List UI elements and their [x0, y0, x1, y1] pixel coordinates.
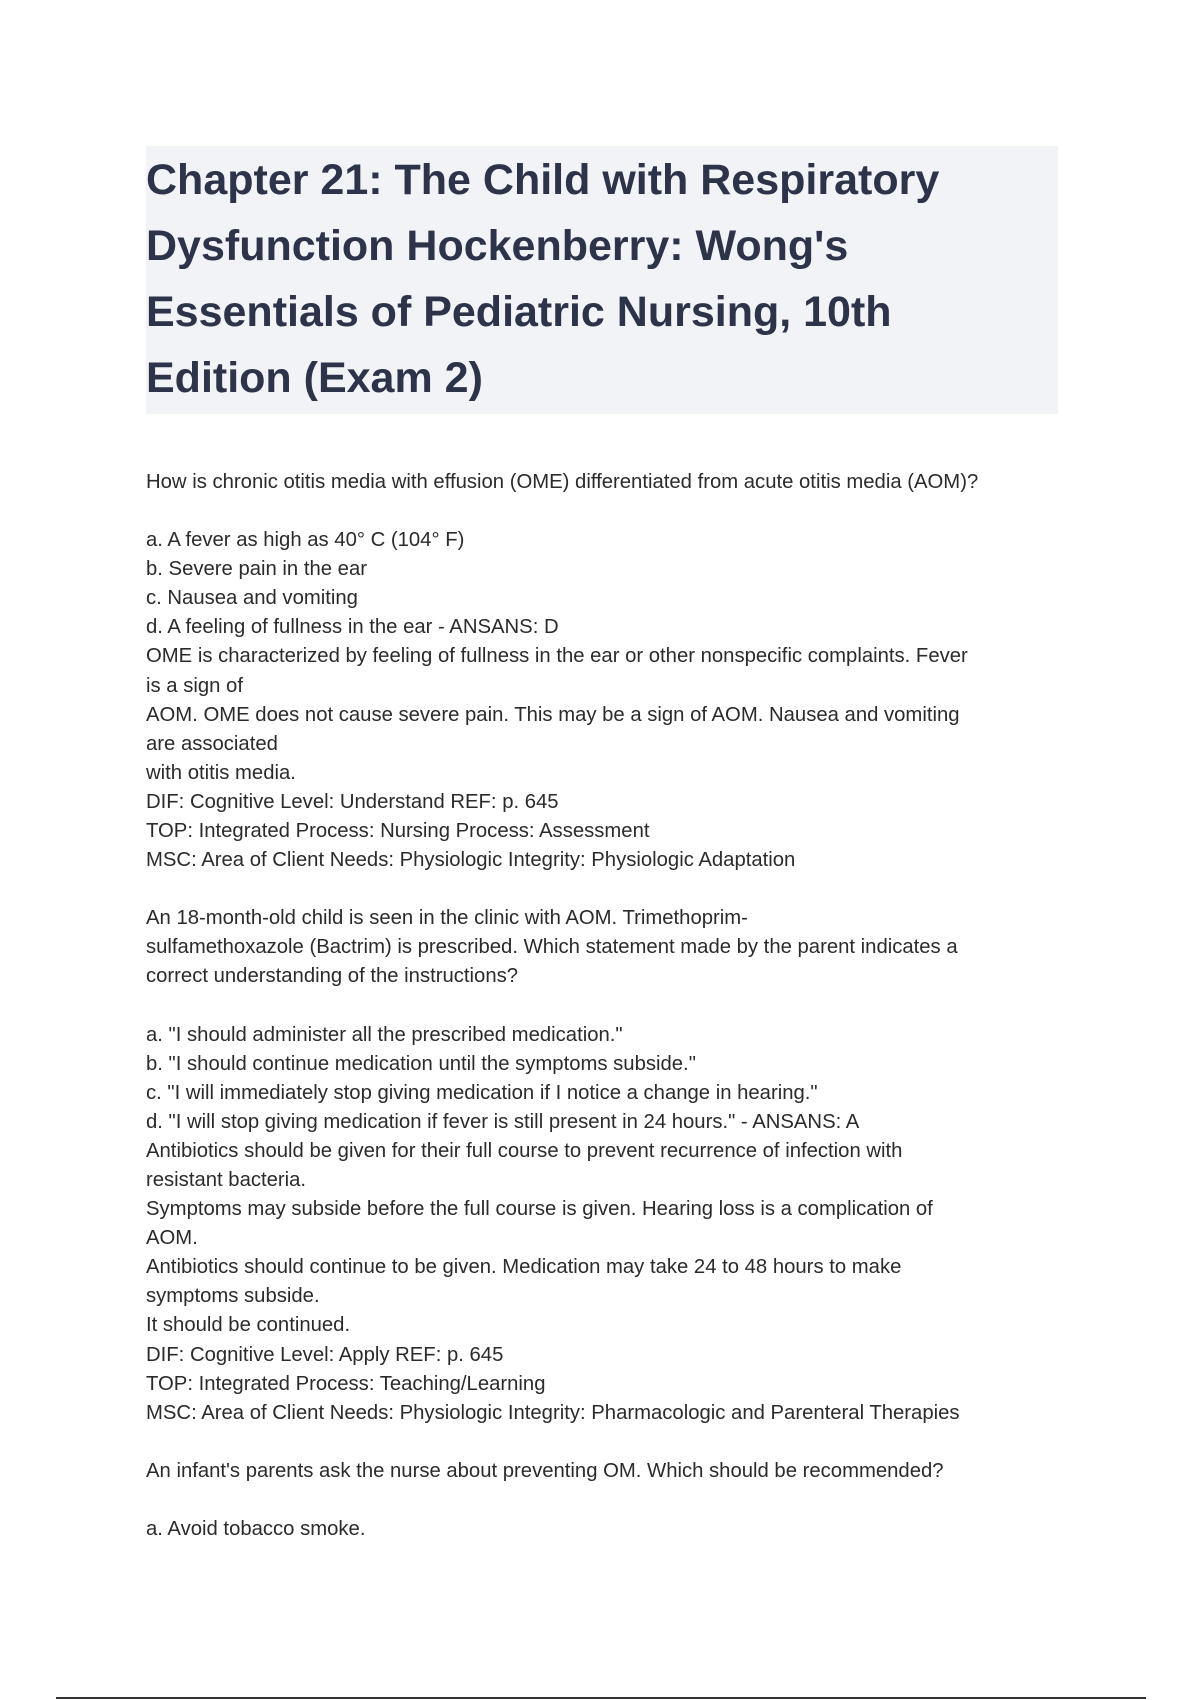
title-line: Chapter 21: The Child with Respiratory [146, 156, 940, 204]
document-body [146, 468, 1076, 1544]
question-block [146, 468, 1076, 875]
answer-option: d. "I will stop giving medication if fever is still present in 24 hours." - ANSANS: A [146, 1110, 860, 1133]
rationale-line: AOM. [146, 1227, 198, 1250]
metadata-line: DIF: Cognitive Level: Understand REF: p. 645 [146, 790, 559, 813]
metadata-line: DIF: Cognitive Level: Apply REF: p. 645 [146, 1343, 504, 1366]
answer-option: a. "I should administer all the prescribed medication." [146, 1023, 623, 1046]
rationale-line: It should be continued. [146, 1314, 351, 1337]
question-text: sulfamethoxazole (Bactrim) is prescribed. Which statement made by the parent indicates a [146, 936, 958, 959]
rationale-line: AOM. OME does not cause severe pain. This may be a sign of AOM. Nausea and vomiting [146, 703, 960, 726]
answer-option: b. Severe pain in the ear [146, 558, 367, 581]
rationale-line: OME is characterized by feeling of fullness in the ear or other nonspecific complaints. Fever [146, 645, 968, 668]
rationale-line: Antibiotics should continue to be given. Medication may take 24 to 48 hours to make [146, 1256, 902, 1279]
spacer [146, 875, 1076, 904]
spacer [146, 992, 1076, 1021]
question-block [146, 904, 1076, 1428]
metadata-line: MSC: Area of Client Needs: Physiologic Integrity: Pharmacologic and Parenteral Therapies [146, 1401, 960, 1424]
rationale-line: symptoms subside. [146, 1285, 320, 1308]
answer-option: c. "I will immediately stop giving medication if I notice a change in hearing." [146, 1081, 818, 1104]
title-line: Edition (Exam 2) [146, 354, 483, 402]
title-line: Dysfunction Hockenberry: Wong's [146, 222, 849, 270]
answer-option: c. Nausea and vomiting [146, 587, 358, 610]
page-title [146, 146, 1058, 411]
metadata-line: TOP: Integrated Process: Teaching/Learning [146, 1372, 546, 1395]
footer-divider [56, 1697, 1146, 1699]
metadata-line: MSC: Area of Client Needs: Physiologic Integrity: Physiologic Adaptation [146, 849, 796, 872]
rationale-line: Symptoms may subside before the full course is given. Hearing loss is a complication of [146, 1198, 933, 1221]
answer-option: d. A feeling of fullness in the ear - ANSANS: D [146, 616, 559, 639]
rationale-line: resistant bacteria. [146, 1168, 307, 1191]
spacer [146, 497, 1076, 526]
question-text: An infant's parents ask the nurse about preventing OM. Which should be recommended? [146, 1459, 944, 1482]
rationale-line: are associated [146, 732, 278, 755]
title-line: Essentials of Pediatric Nursing, 10th [146, 288, 892, 336]
metadata-line: TOP: Integrated Process: Nursing Process: Assessment [146, 820, 650, 843]
rationale-line: with otitis media. [146, 761, 296, 784]
title-block [146, 146, 1058, 414]
rationale-line: Antibiotics should be given for their full course to prevent recurrence of infection with [146, 1139, 903, 1162]
question-text: How is chronic otitis media with effusion (OME) differentiated from acute otitis media (AOM)? [146, 471, 979, 493]
answer-option: a. A fever as high as 40° C (104° F) [146, 529, 465, 552]
question-block [146, 1457, 1076, 1544]
answer-option: b. "I should continue medication until the symptoms subside." [146, 1052, 696, 1075]
answer-option: a. Avoid tobacco smoke. [146, 1517, 366, 1540]
spacer [146, 1486, 1076, 1515]
question-text: correct understanding of the instructions? [146, 965, 519, 988]
rationale-line: is a sign of [146, 674, 243, 697]
spacer [146, 1428, 1076, 1457]
question-text: An 18-month-old child is seen in the clinic with AOM. Trimethoprim- [146, 907, 748, 930]
